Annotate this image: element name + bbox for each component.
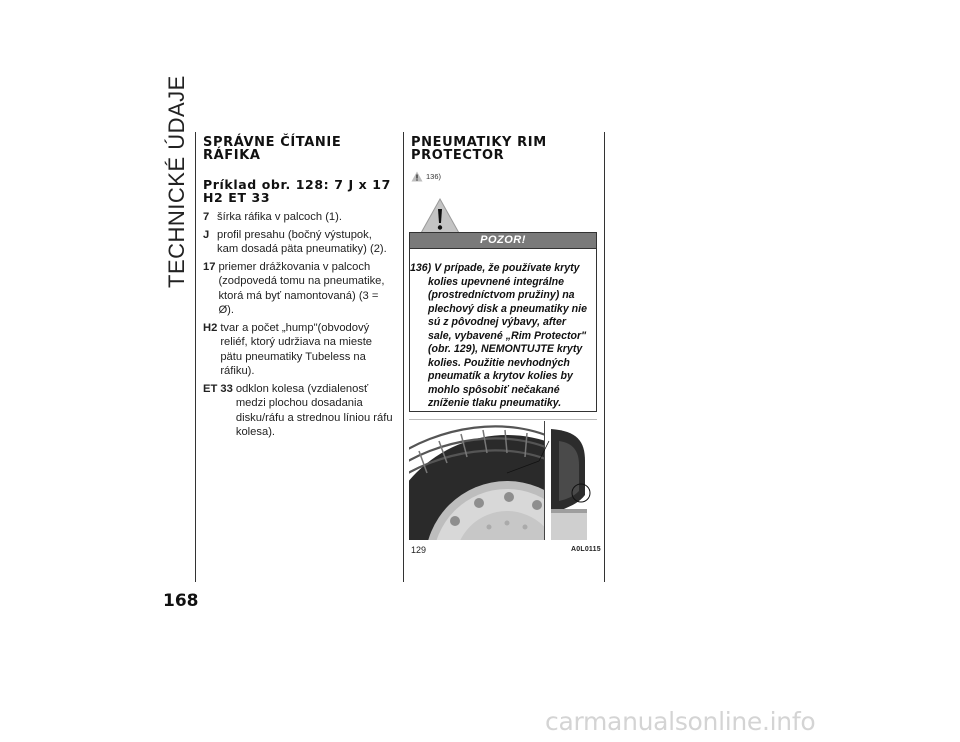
- warning-reference: [411, 171, 598, 182]
- figure-number: 129: [411, 545, 427, 555]
- definition-text: profil presahu (bočný výstupok, kam dosadá päta pneumatiky) (2).: [217, 228, 387, 255]
- definition-item: [203, 260, 393, 318]
- figure-code: A0L0115: [571, 546, 601, 553]
- side-tab-label: TECHNICKÉ ÚDAJE: [164, 75, 189, 288]
- definition-text: šírka ráfika v palcoch (1).: [217, 211, 342, 223]
- section-title-rim: SPRÁVNE ČÍTANIE RÁFIKA: [203, 135, 342, 163]
- definition-key: J: [203, 228, 210, 241]
- figure-top-rule: [409, 419, 597, 420]
- warning-box: [409, 232, 597, 412]
- definition-item: [203, 382, 393, 440]
- warning-text: 136) V prípade, že používate kryty kolies upevnené integrálne (prostredníctvom pružiny) na plechový disk a pneumatiky nie sú z pôvodnej výbavy, after sale, vybavené „Rim Protector" (obr. 129), NEMONTUJTE kryty kolies. Použitie nevhodných pneumatík a krytov kolies by mohlo spôsobiť nečakané zníženie tlaku pneumatiky.: [410, 262, 587, 409]
- definition-key: ET 33: [203, 382, 233, 395]
- column-divider-middle: [403, 132, 404, 582]
- tire-rim-figure: [409, 421, 597, 540]
- warning-triangle-icon: [420, 198, 460, 234]
- definition-key: 7: [203, 211, 210, 223]
- definition-item: [203, 210, 393, 225]
- definition-text: priemer drážkovania v palcoch (zodpovedá tomu na pneumatike, ktorá má byť namontovaná) (3 = Ø).: [218, 260, 385, 316]
- warning-heading: POZOR!: [410, 233, 596, 249]
- column-divider-right: [604, 132, 605, 582]
- page-number: 168: [163, 591, 199, 611]
- definition-item: [203, 321, 393, 379]
- definition-text: odklon kolesa (vzdialenosť medzi plochou dosadania disku/ráfu a strednou líniou ráfu kolesa).: [235, 382, 393, 438]
- watermark: carmanualsonline.info: [545, 707, 816, 736]
- section-title-rim-protector: PNEUMATIKY RIM PROTECTOR: [411, 135, 547, 163]
- definition-text: tvar a počet „hump"(obvodový reliéf, ktorý udržiava na mieste pätu pneumatiky Tubeless na ráfiku).: [220, 321, 373, 377]
- warning-reference-label: 136): [426, 172, 442, 181]
- warning-body: [410, 249, 596, 411]
- right-column: [411, 136, 598, 234]
- example-subtitle: Príklad obr. 128: 7 J x 17 H2 ET 33: [203, 177, 391, 205]
- definition-item: [203, 228, 393, 257]
- definition-key: 17: [203, 260, 216, 273]
- column-divider-left: [195, 132, 196, 582]
- warning-triangle-small-icon: [411, 171, 423, 182]
- left-column: [203, 136, 393, 443]
- definition-key: H2: [203, 321, 218, 334]
- side-tab: [160, 75, 192, 288]
